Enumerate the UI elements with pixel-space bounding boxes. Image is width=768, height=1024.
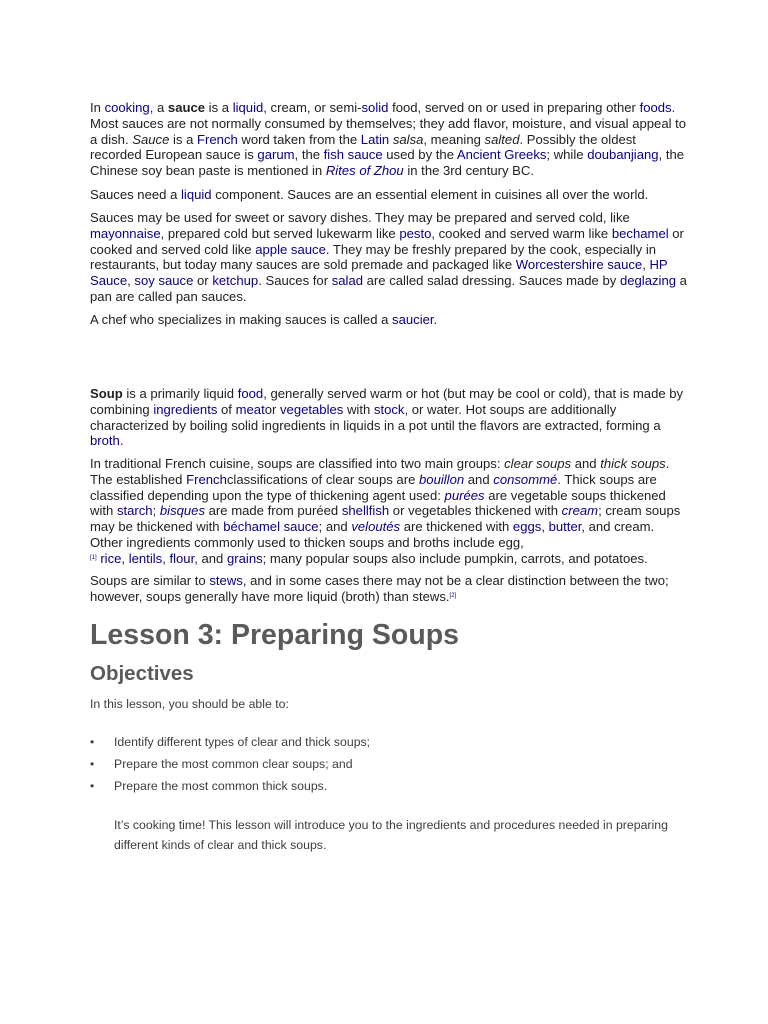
soup-paragraph-1 bbox=[90, 386, 690, 449]
text-run: or bbox=[193, 273, 213, 289]
link-cooking[interactable]: cooking bbox=[104, 100, 150, 115]
text-run: ; cream soups may be thickened with bbox=[90, 503, 681, 535]
italic-sauce: Sauce bbox=[132, 131, 170, 147]
text-run: are called salad dressing. Sauces made by bbox=[363, 273, 620, 289]
bullet-icon: • bbox=[90, 735, 95, 749]
link-starch[interactable]: starch bbox=[116, 503, 153, 519]
sauce-paragraph-4 bbox=[90, 312, 690, 328]
text-run: . Sauces for bbox=[258, 273, 332, 289]
text-run: . bbox=[119, 433, 124, 449]
soup-paragraph-2 bbox=[90, 456, 690, 567]
text-run: or bbox=[264, 401, 280, 417]
text-run: , or water. Hot soups are additionally characterized by boiling solid ingredients in liquids in a pot until the flavors are extracted, forming a bbox=[90, 401, 661, 433]
objectives-list bbox=[90, 733, 370, 799]
text-run: word taken from the bbox=[237, 131, 361, 147]
link-stews[interactable]: stews bbox=[209, 573, 243, 588]
soup-paragraph-3 bbox=[90, 573, 690, 605]
text-run: . Thick soups are classified depending upon the type of thickening agent used: bbox=[90, 471, 657, 503]
link-french[interactable]: French bbox=[197, 131, 238, 147]
text-run: , the Chinese soy bean paste is mentioned in bbox=[90, 147, 685, 179]
text-run: , and cream. Other ingredients commonly used to thicken soups and broths include egg, bbox=[90, 519, 655, 550]
link-hp-sauce[interactable]: HP Sauce bbox=[90, 257, 668, 289]
text-run: ; bbox=[152, 503, 160, 519]
link-food[interactable]: food bbox=[237, 386, 264, 401]
link-apple-sauce[interactable]: apple sauce bbox=[255, 241, 326, 257]
link-garum[interactable]: garum bbox=[257, 147, 295, 163]
link-broth[interactable]: broth bbox=[90, 433, 120, 449]
list-item bbox=[90, 777, 370, 799]
link-bisques[interactable]: bisques bbox=[159, 503, 206, 519]
text-run: , cream, or semi- bbox=[263, 100, 362, 115]
link-ingredients[interactable]: ingredients bbox=[153, 401, 218, 417]
text-run: A chef who specializes in making sauces is called a bbox=[90, 312, 393, 327]
text-run: is a primarily liquid bbox=[122, 386, 238, 401]
objective-text: Prepare the most common thick soups. bbox=[114, 779, 328, 793]
link-eggs[interactable]: eggs bbox=[512, 519, 542, 535]
link-liquid[interactable]: liquid bbox=[181, 187, 212, 202]
bold-term-sauce: sauce bbox=[167, 100, 206, 115]
link-soy-sauce[interactable]: soy sauce bbox=[134, 273, 194, 289]
text-run: . bbox=[433, 312, 438, 327]
lesson-title: Lesson 3: Preparing Soups bbox=[90, 619, 459, 651]
text-run: component. Sauces are an essential element in cuisines all over the world. bbox=[211, 187, 649, 202]
italic-salsa: salsa bbox=[392, 131, 424, 147]
link-consomme[interactable]: consommé bbox=[493, 471, 558, 487]
link-pesto[interactable]: pesto bbox=[399, 225, 432, 241]
text-run: are vegetable soups thickened with bbox=[90, 487, 666, 519]
text-run: In traditional French cuisine, soups are classified into two main groups: bbox=[90, 456, 505, 471]
link-stock[interactable]: stock bbox=[373, 401, 405, 417]
text-run: . The established bbox=[90, 456, 670, 487]
link-vegetables[interactable]: vegetables bbox=[279, 401, 344, 417]
text-run: classifications of clear soups are bbox=[226, 471, 419, 487]
citation-1[interactable]: [1] bbox=[90, 554, 97, 561]
text-run: , the bbox=[294, 147, 324, 163]
text-run: is a bbox=[169, 131, 198, 147]
text-run: Sauces need a bbox=[90, 187, 181, 202]
link-salad[interactable]: salad bbox=[331, 273, 364, 289]
text-run: or vegetables thickened with bbox=[389, 503, 562, 519]
link-butter[interactable]: butter bbox=[548, 519, 582, 535]
link-french[interactable]: French bbox=[186, 471, 227, 487]
link-latin[interactable]: Latin bbox=[360, 131, 390, 147]
link-foods[interactable]: foods bbox=[639, 100, 672, 115]
text-run: ; while bbox=[546, 147, 588, 163]
objective-text: Identify different types of clear and thick soups; bbox=[114, 735, 371, 749]
sauce-paragraph-1 bbox=[90, 100, 690, 179]
link-bechamel-sauce[interactable]: béchamel sauce bbox=[223, 519, 319, 535]
text-run: are thickened with bbox=[400, 519, 513, 535]
link-doubanjiang[interactable]: doubanjiang bbox=[587, 147, 659, 163]
italic-salted: salted bbox=[484, 131, 520, 147]
link-shellfish[interactable]: shellfish bbox=[341, 503, 390, 519]
link-flour[interactable]: flour bbox=[169, 550, 195, 566]
text-run: , bbox=[121, 550, 129, 566]
link-solid[interactable]: solid bbox=[361, 100, 389, 115]
text-run: Sauces may be used for sweet or savory dishes. They may be prepared and served cold, like bbox=[90, 210, 630, 225]
link-worcestershire-sauce[interactable]: Worcestershire sauce bbox=[515, 257, 643, 273]
text-run: , and in some cases there may not be a clear distinction between the two; however, soups generally have more liquid (broth) than stews. bbox=[90, 573, 669, 604]
text-run: are made from puréed bbox=[205, 503, 342, 519]
link-fish-sauce[interactable]: fish sauce bbox=[323, 147, 383, 163]
text-run: , bbox=[162, 550, 170, 566]
sauce-paragraph-3 bbox=[90, 210, 690, 305]
objectives-heading: Objectives bbox=[90, 662, 194, 685]
text-run: or cooked and served cold like bbox=[90, 225, 684, 257]
text-run: . They may be freshly prepared by the cook, especially in restaurants, but today many sauces are sold premade and packaged like bbox=[90, 241, 657, 273]
text-run: Soups are similar to bbox=[90, 573, 210, 588]
text-run: ; and bbox=[318, 519, 352, 535]
lesson-closing-paragraph: It’s cooking time! This lesson will introduce you to the ingredients and procedures needed in preparing different kinds of clear and thick soups. bbox=[114, 818, 668, 852]
text-run: , bbox=[127, 273, 135, 289]
link-bouillon[interactable]: bouillon bbox=[419, 471, 465, 487]
italic-clear-soups: clear soups bbox=[504, 456, 572, 471]
list-item bbox=[90, 755, 370, 777]
text-run: and bbox=[464, 471, 494, 487]
text-run: and bbox=[571, 456, 601, 471]
text-run: , bbox=[642, 257, 650, 273]
text-run: , bbox=[541, 519, 549, 535]
text-run: , generally served warm or hot (but may be cool or cold), that is made by combining bbox=[90, 386, 684, 417]
link-saucier[interactable]: saucier bbox=[392, 312, 434, 327]
link-mayonnaise[interactable]: mayonnaise bbox=[90, 225, 161, 241]
text-run: In bbox=[90, 100, 105, 115]
text-run: a pan are called pan sauces. bbox=[90, 273, 687, 304]
link-grains[interactable]: grains bbox=[226, 550, 263, 566]
link-cream[interactable]: cream bbox=[561, 503, 599, 519]
bold-term-soup: Soup bbox=[90, 386, 123, 401]
link-bechamel[interactable]: bechamel bbox=[611, 225, 669, 241]
text-run: , and bbox=[194, 550, 227, 566]
link-ketchup[interactable]: ketchup bbox=[212, 273, 259, 289]
text-run: with bbox=[343, 401, 374, 417]
text-run: , cooked and served warm like bbox=[431, 225, 612, 241]
link-ancient-greeks[interactable]: Ancient Greeks bbox=[456, 147, 547, 163]
text-run: used by the bbox=[382, 147, 457, 163]
link-purees[interactable]: purées bbox=[444, 487, 485, 503]
citation-2[interactable]: [2] bbox=[449, 592, 457, 599]
link-deglazing[interactable]: deglazing bbox=[619, 273, 677, 289]
objective-text: Prepare the most common clear soups; and bbox=[114, 757, 353, 771]
text-run: in the 3rd century BC. bbox=[403, 163, 534, 179]
text-run: . Most sauces are not normally consumed by themselves; they add flavor, moisture, and visual appeal to a dish. bbox=[90, 100, 687, 147]
lesson-intro: In this lesson, you should be able to: bbox=[90, 697, 289, 711]
sauce-paragraph-2 bbox=[90, 187, 690, 203]
text-run: food, served on or used in preparing other bbox=[388, 100, 640, 115]
text-run: . Possibly the oldest recorded European sauce is bbox=[90, 131, 636, 163]
text-run: , prepared cold but served lukewarm like bbox=[160, 225, 400, 241]
text-run: is a bbox=[205, 100, 233, 115]
bullet-icon: • bbox=[90, 757, 95, 771]
italic-thick-soups: thick soups bbox=[600, 456, 666, 471]
text-run: ; many popular soups also include pumpkin, carrots, and potatoes. bbox=[262, 550, 648, 566]
bullet-icon: • bbox=[90, 779, 95, 793]
text-run: , meaning bbox=[423, 131, 485, 147]
text-run: , a bbox=[149, 100, 168, 115]
link-meat[interactable]: meat bbox=[235, 401, 265, 417]
link-rice[interactable]: rice bbox=[100, 550, 122, 566]
list-item bbox=[90, 733, 370, 755]
text-run: of bbox=[217, 401, 236, 417]
link-rites-of-zhou[interactable]: Rites of Zhou bbox=[325, 163, 404, 179]
link-veloutes[interactable]: veloutés bbox=[351, 519, 401, 535]
link-lentils[interactable]: lentils bbox=[128, 550, 163, 566]
link-liquid[interactable]: liquid bbox=[232, 100, 264, 115]
